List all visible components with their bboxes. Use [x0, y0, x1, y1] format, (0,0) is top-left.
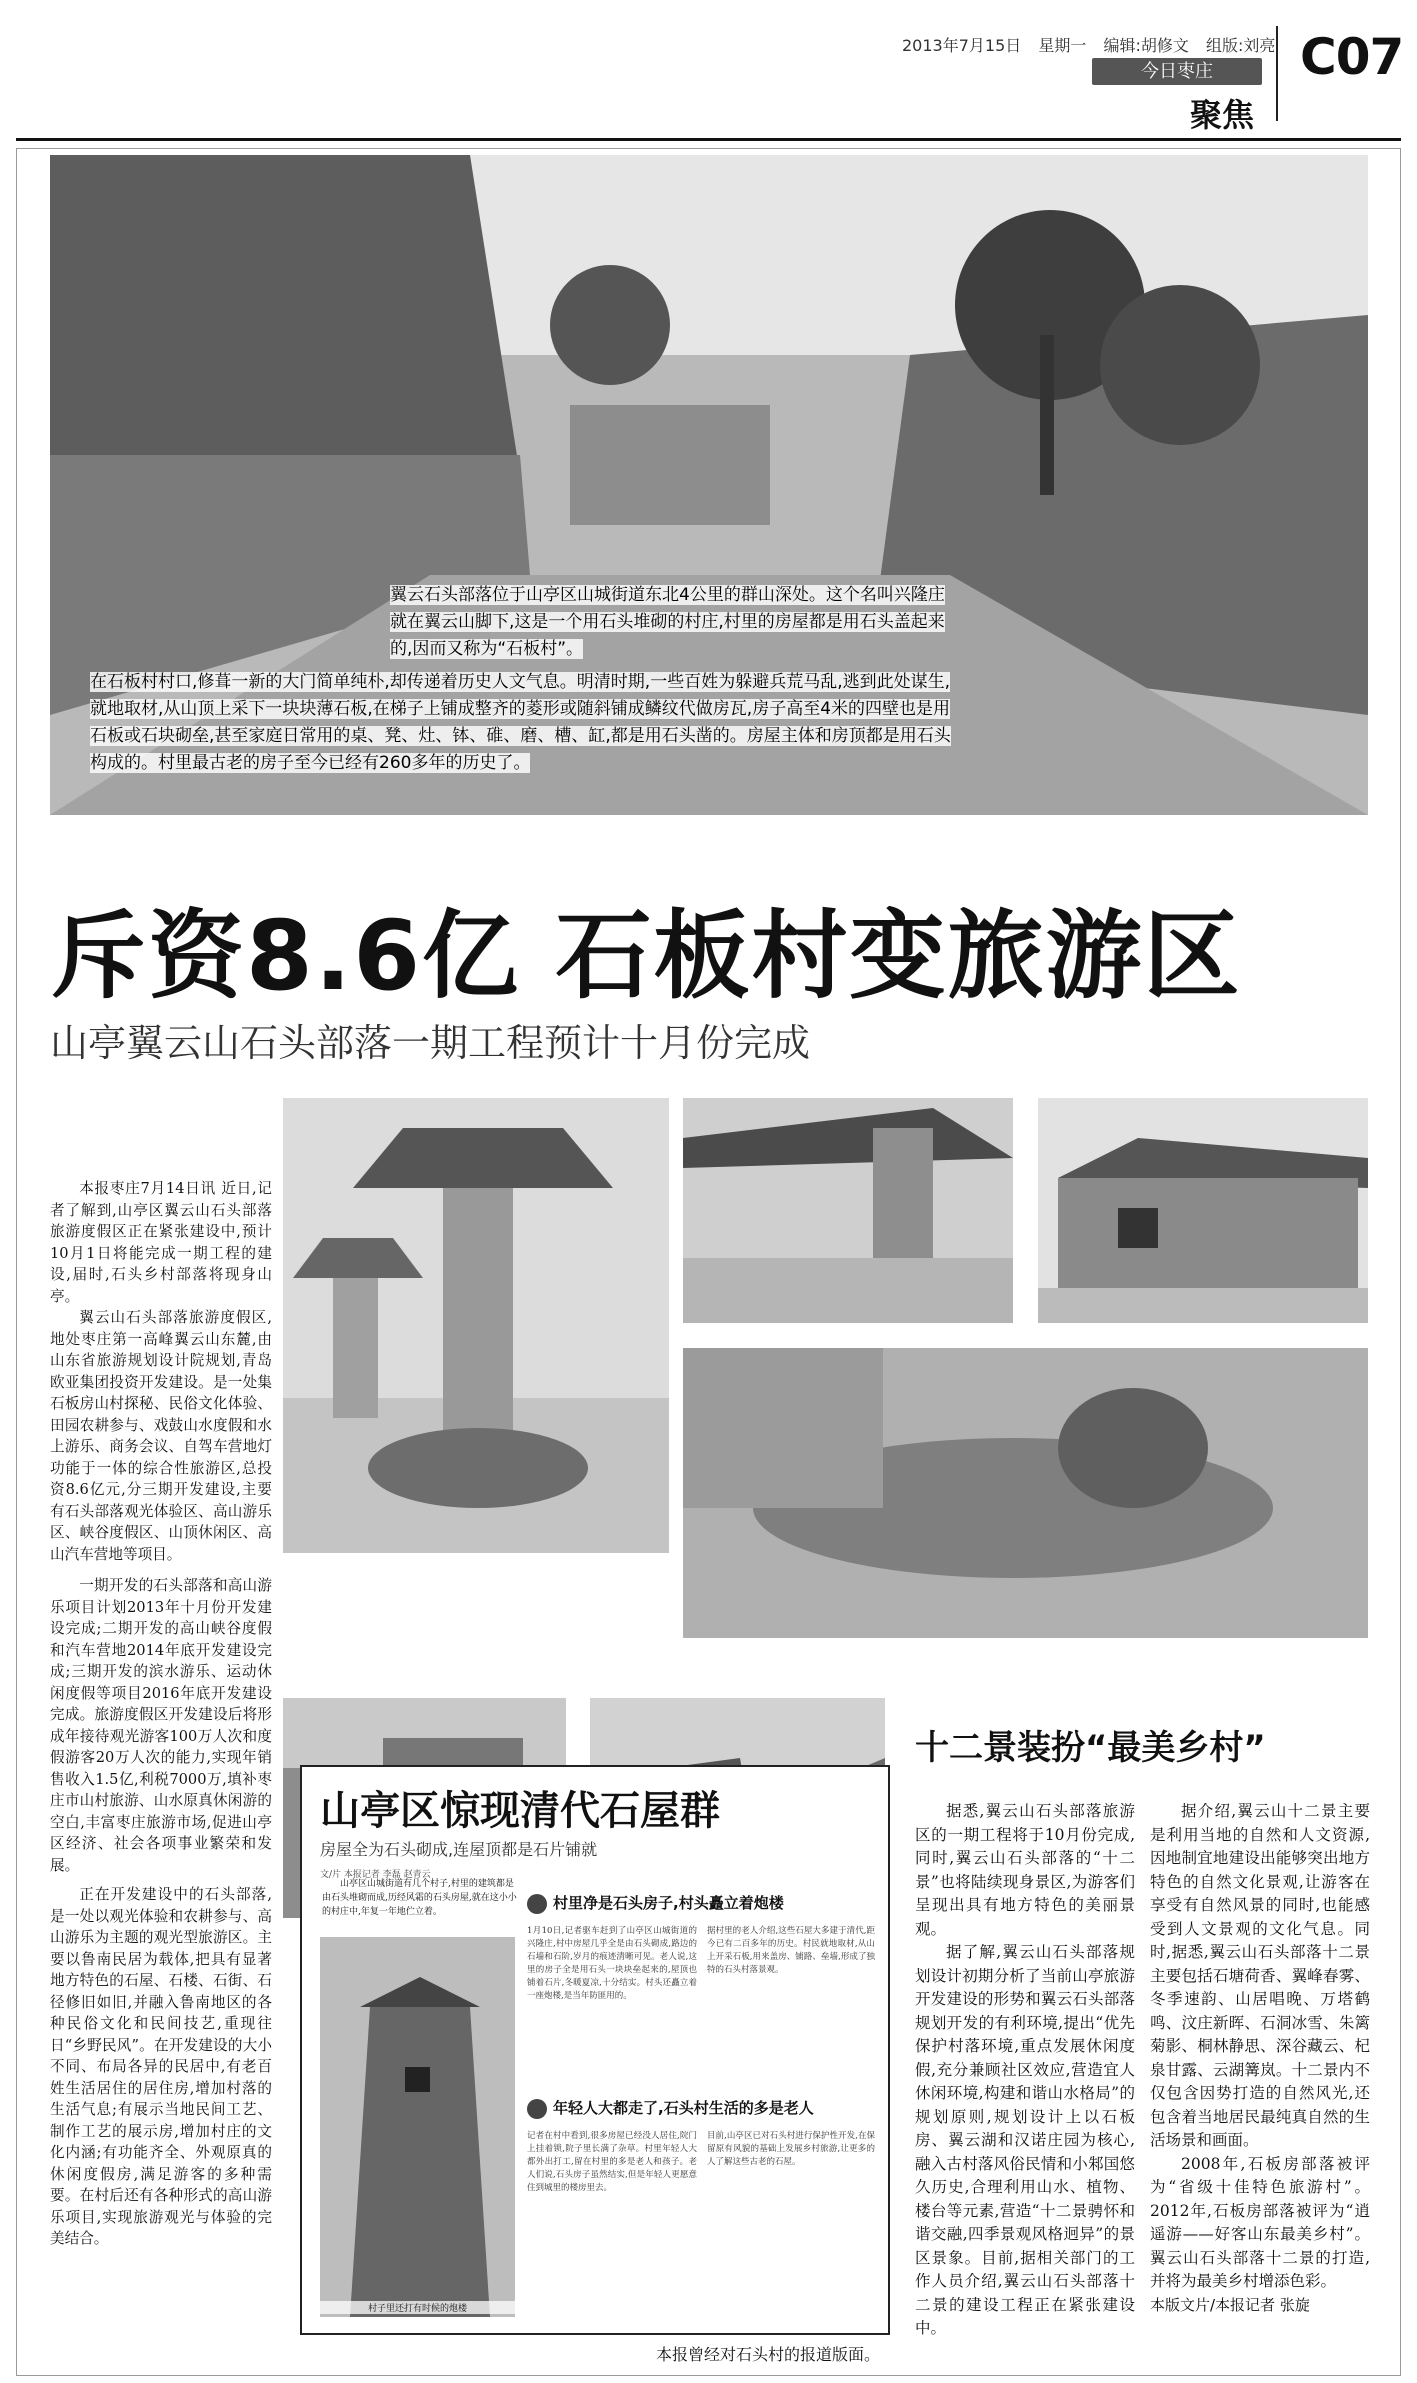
inset-photo-watchtower	[320, 1937, 515, 2317]
inset-previous-report	[300, 1765, 890, 2335]
hero-caption-p1: 翼云石头部落位于山亭区山城街道东北4公里的群山深处。这个名叫兴隆庄就在翼云山脚下,这是一个用石头堆砌的村庄,村里的房屋都是用石头盖起来的,因而又称为“石板村”。	[390, 585, 945, 659]
inset-subhead-1	[527, 1892, 784, 1914]
inset-subhead-2	[527, 2097, 814, 2119]
inset-text-c: 据村里的老人介绍,这些石屋大多建于清代,距今已有二百多年的历史。村民就地取材,从山上开采石板,用来盖房、铺路、垒墙,形成了独特的石头村落景观。	[707, 1926, 875, 1975]
right-para-1: 据悉,翼云山石头部落旅游区的一期工程将于10月份完成,同时,翼云山石头部落的“十二景”也将陆续现身景区,为游客们呈现出具有地方特色的美丽景观。	[915, 1802, 1135, 1938]
masthead-layout: 组版:刘亮	[1205, 36, 1276, 55]
inset-text-a: 1月10日,记者驱车赶到了山亭区山城街道的兴隆庄,村中房屋几乎全是由石头砌成,路边的石墙和石阶,岁月的痕迹清晰可见。老人说,这里的房子全是用石头一块块垒起来的,屋顶也铺着石片,冬暖夏凉,十分结实。村头还矗立着一座炮楼,是当年防匪用的。	[527, 1926, 697, 2001]
masthead-rule	[16, 138, 1401, 141]
right-para-4: 2008年,石板房部落被评为“省级十佳特色旅游村”。2012年,石板房部落被评为“逍遥游——好客山东最美乡村”。翼云山石头部落十二景的打造,并将为最美乡村增添色彩。	[1150, 2154, 1370, 2290]
photo-stone-pavilions	[283, 1098, 669, 1553]
section2-heading: 十二景装扮“最美乡村”	[915, 1728, 1266, 1768]
article-right-column-1	[915, 1800, 1135, 2341]
masthead-editor: 编辑:胡修文	[1103, 36, 1189, 55]
article-para-4: 正在开发建设中的石头部落,是一处以观光体验和农耕参与、高山游乐为主题的观光型旅游区。主要以鲁南民居为载体,把具有显著地方特色的石屋、石楼、石街、石径修旧如旧,并融入鲁南地区的各种民俗文化和民间技艺,重现往日“乡野民风”。在开发建设的大小不同、布局各异的民居中,有老百姓生活居住的居住房,增加村落的生活气息;有展示当地民间工艺、制作工艺的展示房,增加村庄的文化内涵;有功能齐全、外观原真的休闲度假房,满足游客的多种需要。在村后还有各种形式的高山游乐项目,实现旅游观光与体验的完美结合。	[50, 1886, 272, 2247]
article-left-column	[50, 1178, 272, 2250]
masthead-date: 2013年7月15日	[902, 36, 1022, 55]
article-para-1: 本报枣庄7月14日讯 近日,记者了解到,山亭区翼云山石头部落旅游度假区正在紧张建设中,预计10月1日将能完成一期工程的建设,届时,石头乡村部落将现身山亭。	[50, 1180, 272, 1305]
inset-subtitle: 房屋全为石头砌成,连屋顶都是石片铺就	[320, 1840, 598, 1859]
article-para-3: 一期开发的石头部落和高山游乐项目计划2013年十月份开发建设完成;二期开发的高山峡谷度假和汽车营地2014年底开发建设完成;三期开发的滨水游乐、运动休闲度假等项目2016年底开发建设完成。旅游度假区开发建设后将形成年接待观光游客100万人次和度假游客20万人次的能力,实现年销售收入1.5亿,利税7000万,填补枣庄市山村旅游、山水原真休闲游的空白,丰富枣庄旅游市场,促进山亭区经济、社会各项事业繁荣和发展。	[50, 1577, 272, 1874]
masthead-divider	[1276, 26, 1278, 121]
hero-caption	[60, 582, 960, 779]
masthead-weekday: 星期一	[1038, 36, 1087, 55]
bullet-icon	[527, 1894, 547, 1914]
masthead	[0, 0, 1417, 135]
masthead-info	[902, 33, 1287, 56]
article-right-column-2	[1150, 1800, 1370, 2317]
inset-subhead-1-text: 村里净是石头房子,村头矗立着炮楼	[553, 1894, 784, 1912]
photo-stone-pillar-pavilion	[683, 1098, 1013, 1323]
hero-caption-p2: 在石板村村口,修葺一新的大门简单纯朴,却传递着历史人文气息。明清时期,一些百姓为躲避兵荒马乱,逃到此处谋生,就地取材,从山顶上采下一块块薄石板,在梯子上铺成整齐的菱形或随斜铺成鳞纹代做房瓦,房子高至4米的四壁也是用石板或石块砌垒,甚至家庭日常用的桌、凳、灶、钵、碓、磨、槽、缸,都是用石头凿的。房屋主体和房顶都是用石头构成的。村里最古老的房子至今已经有260多年的历史了。	[90, 672, 951, 773]
inset-byline: 文/片 本报记者 李磊 赵青云	[320, 1870, 431, 1880]
inset-lead: 山亭区山城街道有几个村子,村里的建筑都是由石头堆砌而成,历经风霜的石头房屋,就在这小小的村庄中,年复一年地伫立着。	[322, 1879, 517, 1917]
page-number: C07	[1300, 28, 1404, 86]
headline: 斥资8.6亿 石板村变旅游区	[50, 900, 1242, 1012]
focus-label: 聚焦	[1190, 96, 1255, 134]
inset-subhead-2-text: 年轻人大都走了,石头村生活的多是老人	[553, 2099, 814, 2117]
inset-caption: 本报曾经对石头村的报道版面。	[656, 2345, 881, 2364]
article-para-2: 翼云山石头部落旅游度假区,地处枣庄第一高峰翼云山东麓,由山东省旅游规划设计院规划,青岛欧亚集团投资开发建设。是一处集石板房山村探秘、民俗文化体验、田园农耕参与、戏鼓山水度假和水上游乐、商务会议、自驾车营地灯功能于一体的综合性旅游区,总投资8.6亿元,分三期开发建设,主要有石头部落观光体验区、高山游乐区、峡谷度假区、山顶休闲区、高山汽车营地等项目。	[50, 1309, 272, 1563]
inset-title: 山亭区惊现清代石屋群	[320, 1788, 720, 1834]
article-byline: 本版文片/本报记者 张旋	[1150, 2295, 1310, 2314]
right-para-3: 据介绍,翼云山十二景主要是利用当地的自然和人文资源,因地制宜地建设出能够突出地方特色的自然文化景观,让游客在享受有自然风景的同时,也能感受到人文景观的文化气息。同时,据悉,翼云山石头部落十二景主要包括石塘荷香、翼峰春雾、冬季速韵、山居唱晚、万塔鹤鸣、汶庄新晖、石洞冰雪、朱篱菊影、桐林静思、深谷藏云、杞泉甘露、云湖篝岚。十二景内不仅包含因势打造的自然风光,还包含着当地居民最纯真自然的生活场景和画面。	[1150, 1802, 1370, 2149]
inset-text-b: 记者在村中看到,很多房屋已经没人居住,院门上挂着锁,院子里长满了杂草。村里年轻人大都外出打工,留在村里的多是老人和孩子。老人们说,石头房子虽然结实,但是年轻人更愿意住到城里的楼房里去。	[527, 2131, 697, 2193]
inset-text-d: 目前,山亭区已对石头村进行保护性开发,在保留原有风貌的基础上发展乡村旅游,让更多的人了解这些古老的石屋。	[707, 2131, 875, 2167]
section-label: 今日枣庄	[1092, 58, 1262, 85]
photo-stone-house	[1038, 1098, 1368, 1323]
inset-photo-caption: 村子里还打有时候的炮楼	[320, 2301, 515, 2314]
photo-stone-roller	[683, 1348, 1368, 1638]
subheadline: 山亭翼云山石头部落一期工程预计十月份完成	[50, 1021, 811, 1065]
bullet-icon	[527, 2099, 547, 2119]
right-para-2: 据了解,翼云山石头部落规划设计初期分析了当前山亭旅游开发建设的形势和翼云石头部落规划开发的有利环境,提出“优先保护村落环境,重点发展休闲度假,充分兼顾社区效应,营造宜人休闲环境,构建和谐山水格局”的规划原则,规划设计上以石板房、翼云湖和汉诺庄园为核心,融入古村落风俗民情和小邾国悠久历史,合理利用山水、植物、楼台等元素,营造“十二景骋怀和谐交融,四季景观风格迥异”的景区景象。目前,据相关部门的工作人员介绍,翼云山石头部落十二景的建设工程正在紧张建设中。	[915, 1943, 1135, 2337]
